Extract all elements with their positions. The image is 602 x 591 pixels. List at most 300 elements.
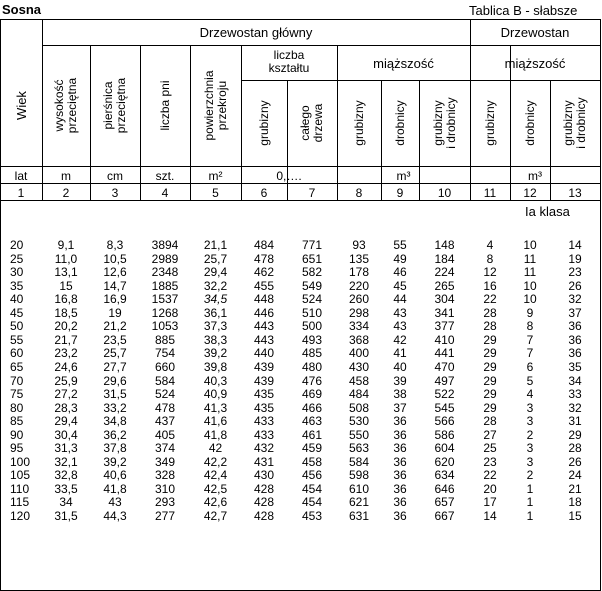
table-cell: 15 (568, 509, 582, 523)
table-cell: 36 (393, 441, 407, 456)
table-row (0, 239, 600, 252)
table-cell: 36 (568, 332, 582, 347)
table-cell: 29 (483, 359, 497, 374)
table-cell: 462 (253, 265, 275, 280)
table-cell: 8 (526, 319, 534, 334)
table-cell: 10 (523, 292, 537, 307)
column-number: 12 (523, 186, 537, 200)
table-cell: 18,5 (54, 305, 78, 320)
table-cell: 368 (348, 332, 370, 347)
table-cell: 80 (10, 400, 24, 415)
unit-cell: szt. (155, 169, 175, 183)
table-cell: 470 (434, 359, 455, 374)
table-cell: 148 (434, 238, 455, 252)
table-cell: 29,4 (54, 414, 78, 429)
table-cell: 46 (393, 265, 407, 280)
table-cell: 32,2 (203, 278, 228, 293)
table-cell: 39,2 (203, 346, 228, 361)
unit-cell: m (61, 169, 71, 183)
table-cell: 42,6 (203, 495, 228, 510)
table-cell: 36 (393, 481, 407, 496)
grid-line (419, 80, 420, 201)
table-cell: 754 (154, 346, 176, 361)
table-row (0, 496, 600, 509)
table-cell: 55 (393, 238, 407, 252)
column-header-13: grubizny i drobnicy (561, 97, 588, 149)
table-cell: 497 (434, 373, 455, 388)
table-cell: 36,1 (203, 305, 228, 320)
table-cell: 621 (348, 495, 370, 510)
table-cell: 20 (483, 481, 497, 496)
table-cell: 433 (253, 414, 275, 429)
table-row (0, 361, 600, 374)
table-cell: 15 (59, 278, 73, 293)
table-cell: 10,5 (103, 251, 127, 266)
table-cell: 584 (348, 454, 370, 469)
table-cell: 23,2 (54, 346, 78, 361)
column-header-7: całego drzewa (298, 103, 325, 143)
table-cell: 36 (393, 427, 407, 442)
table-cell: 26 (568, 278, 582, 293)
table-cell: 41,8 (203, 427, 228, 442)
group-main-header: Drzewostan główny (199, 25, 313, 40)
table-cell: 29 (568, 427, 582, 442)
table-cell: 524 (154, 387, 176, 402)
table-cell: 42,7 (203, 509, 228, 523)
table-cell: 39 (393, 373, 407, 388)
table-cell: 3 (526, 414, 534, 429)
table-cell: 10 (523, 238, 537, 252)
table-cell: 461 (301, 427, 323, 442)
table-cell: 23 (568, 265, 582, 280)
table-cell: 1053 (151, 319, 179, 334)
table-cell: 38,3 (203, 332, 228, 347)
table-cell: 5 (526, 373, 534, 388)
table-cell: 657 (434, 495, 455, 510)
table-cell: 42 (393, 332, 407, 347)
table-cell: 39,2 (103, 454, 127, 469)
table-cell: 433 (253, 427, 275, 442)
table-cell: 14 (568, 238, 582, 252)
table-cell: 42,2 (203, 454, 228, 469)
table-cell: 493 (301, 332, 323, 347)
table-cell: 298 (348, 305, 370, 320)
table-cell: 2 (526, 468, 534, 483)
table-cell: 454 (301, 481, 323, 496)
table-cell: 3 (526, 400, 534, 415)
table-cell: 3 (526, 454, 534, 469)
table-row (0, 253, 600, 266)
table-row (0, 280, 600, 293)
table-cell: 634 (434, 468, 455, 483)
table-cell: 428 (253, 495, 275, 510)
table-cell: 32 (568, 292, 582, 307)
table-row (0, 347, 600, 360)
table-cell: 484 (253, 238, 275, 252)
table-cell: 42,4 (203, 468, 228, 483)
table-cell: 604 (434, 441, 455, 456)
table-cell: 667 (434, 509, 455, 523)
table-cell: 38 (393, 387, 407, 402)
table-cell: 29 (483, 400, 497, 415)
column-header-10: grubizny i drobnicy (430, 97, 458, 149)
table-cell: 17 (483, 495, 497, 510)
table-cell: 25,7 (103, 346, 127, 361)
table-cell: 349 (154, 454, 176, 469)
table-row (0, 456, 600, 469)
table-row (0, 402, 600, 415)
table-cell: 12,6 (103, 265, 127, 280)
table-cell: 30 (10, 265, 24, 280)
table-cell: 458 (348, 373, 370, 388)
table-cell: 586 (434, 427, 455, 442)
table-cell: 7 (526, 346, 534, 361)
column-number: 8 (355, 186, 363, 200)
table-cell: 439 (253, 359, 275, 374)
table-cell: 443 (253, 319, 275, 334)
table-cell: 549 (301, 278, 323, 293)
table-cell: 27 (483, 427, 497, 442)
table-cell: 35 (568, 359, 582, 374)
table-cell: 49 (393, 251, 407, 266)
table-cell: 1537 (151, 292, 179, 307)
table-cell: 31,3 (54, 441, 78, 456)
column-number: 10 (437, 186, 452, 200)
column-header-11: grubizny (482, 100, 497, 146)
table-cell: 178 (348, 265, 370, 280)
table-cell: 29,4 (203, 265, 228, 280)
table-cell: 37,8 (103, 441, 127, 456)
table-cell: 90 (10, 427, 24, 442)
table-cell: 328 (154, 468, 176, 483)
table-cell: 25 (483, 441, 497, 456)
table-cell: 11 (523, 265, 537, 280)
table-cell: 41,6 (203, 414, 228, 429)
table-cell: 304 (434, 292, 455, 307)
table-cell: 37 (393, 400, 407, 415)
column-number: 5 (212, 186, 219, 200)
table-cell: 75 (10, 387, 24, 402)
grid-line (0, 19, 601, 20)
table-cell: 550 (348, 427, 370, 442)
table-cell: 33,5 (54, 481, 78, 496)
table-cell: 13,1 (54, 265, 78, 280)
table-cell: 23 (483, 454, 497, 469)
table-cell: 4 (486, 238, 494, 252)
table-cell: 28 (483, 319, 497, 334)
table-cell: 36 (393, 495, 407, 510)
table-cell: 484 (348, 387, 370, 402)
table-cell: 651 (301, 251, 323, 266)
table-cell: 11,0 (54, 251, 78, 266)
table-cell: 6 (526, 359, 534, 374)
unit-cell: m² (208, 169, 223, 183)
unit-cell: lat (14, 169, 28, 183)
table-cell: 65 (10, 359, 24, 374)
table-cell: 293 (154, 495, 176, 510)
table-cell: 40,3 (203, 373, 228, 388)
table-cell: 441 (434, 346, 455, 361)
table-cell: 10 (523, 278, 537, 293)
column-number: 1 (17, 186, 25, 200)
column-number: 3 (111, 186, 119, 200)
table-cell: 453 (301, 509, 323, 523)
table-cell: 2348 (151, 265, 179, 280)
table-cell: 37,3 (203, 319, 228, 334)
table-cell: 184 (434, 251, 455, 266)
table-cell: 36 (568, 346, 582, 361)
table-cell: 443 (253, 332, 275, 347)
table-cell: 36 (393, 414, 407, 429)
table-cell: 27,2 (54, 387, 78, 402)
table-cell: 16 (483, 278, 497, 293)
table-row (0, 415, 600, 428)
table-cell: 598 (348, 468, 370, 483)
table-row (0, 469, 600, 482)
table-cell: 45 (393, 278, 407, 293)
table-cell: 610 (348, 481, 370, 496)
table-cell: 9 (526, 305, 534, 320)
column-header-6: grubizny (256, 100, 271, 146)
table-cell: 31 (568, 414, 582, 429)
table-cell: 14 (483, 509, 497, 523)
table-cell: 469 (301, 387, 323, 402)
table-cell: 105 (10, 468, 31, 483)
column-header-4: liczba pni (157, 80, 172, 131)
table-cell: 620 (434, 454, 455, 469)
table-cell: 42 (208, 441, 223, 456)
table-cell: 1268 (151, 305, 179, 320)
table-row (0, 442, 600, 455)
table-row (0, 320, 600, 333)
table-cell: 545 (434, 400, 455, 415)
table-cell: 44 (393, 292, 407, 307)
table-cell: 70 (10, 373, 24, 388)
table-cell: 34 (59, 495, 73, 510)
column-number: 4 (161, 186, 169, 200)
table-cell: 31,5 (54, 509, 78, 523)
unit-cell: cm (107, 169, 123, 183)
table-cell: 36 (393, 468, 407, 483)
table-cell: 631 (348, 509, 370, 523)
table-cell: 21,1 (203, 238, 228, 252)
table-cell: 40 (393, 359, 407, 374)
table-cell: 582 (301, 265, 323, 280)
grid-line (241, 80, 601, 81)
table-cell: 260 (348, 292, 370, 307)
column-number: 6 (260, 186, 268, 200)
table-cell: 476 (301, 373, 323, 388)
table-cell: 16,9 (103, 292, 127, 307)
table-cell: 21,2 (103, 319, 127, 334)
table-cell: 377 (434, 319, 455, 334)
table-cell: 40,6 (103, 468, 127, 483)
table-cell: 32,8 (54, 468, 78, 483)
table-cell: 35 (10, 278, 24, 293)
table-row (0, 429, 600, 442)
table-cell: 41,8 (103, 481, 127, 496)
table-cell: 456 (301, 468, 323, 483)
table-cell: 120 (10, 509, 31, 523)
table-cell: 454 (301, 495, 323, 510)
table-cell: 435 (253, 387, 275, 402)
table-cell: 28 (568, 441, 582, 456)
page-title: Sosna (2, 2, 42, 17)
table-cell: 265 (434, 278, 455, 293)
table-cell: 1 (526, 509, 534, 523)
column-number: 13 (568, 186, 582, 200)
table-cell: 29,6 (103, 373, 127, 388)
table-cell: 3894 (151, 238, 179, 252)
table-cell: 9,1 (57, 238, 75, 252)
table-cell: 95 (10, 441, 24, 456)
table-cell: 60 (10, 346, 24, 361)
table-cell: 42,5 (203, 481, 228, 496)
table-cell: 8,3 (106, 238, 124, 252)
table-cell: 23,5 (103, 332, 127, 347)
table-cell: 563 (348, 441, 370, 456)
table-cell: 428 (253, 509, 275, 523)
table-cell: 32 (568, 400, 582, 415)
table-cell: 24,6 (54, 359, 78, 374)
table-cell: 36,2 (103, 427, 127, 442)
grid-line (550, 80, 551, 201)
table-cell: 2 (526, 427, 534, 442)
table-cell: 374 (154, 441, 176, 456)
table-cell: 466 (301, 400, 323, 415)
table-cell: 93 (352, 238, 366, 252)
table-row (0, 510, 600, 523)
table-cell: 463 (301, 414, 323, 429)
table-cell: 41,3 (203, 400, 228, 415)
table-cell: 22 (483, 468, 497, 483)
unit-cell: m³ (528, 169, 542, 183)
unit-cell: m³ (396, 169, 411, 183)
subgroup-volume-main: miąższość (373, 56, 434, 71)
table-cell: 3 (526, 441, 534, 456)
table-cell: 7 (526, 332, 534, 347)
table-cell: 522 (434, 387, 455, 402)
table-cell: 428 (253, 481, 275, 496)
table-cell: 455 (253, 278, 275, 293)
column-header-2: wysokość przeciętna (52, 77, 79, 134)
column-header-12: drobnicy (522, 100, 537, 146)
table-cell: 224 (434, 265, 455, 280)
table-cell: 459 (301, 441, 323, 456)
subgroup-volume-total: miąższość (504, 56, 566, 71)
table-cell: 25 (10, 251, 24, 266)
table-cell: 25,7 (203, 251, 228, 266)
table-cell: 437 (154, 414, 176, 429)
table-cell: 480 (301, 359, 323, 374)
column-number: 7 (308, 186, 316, 200)
table-cell: 14,7 (103, 278, 127, 293)
table-cell: 1 (526, 481, 534, 496)
table-cell: 28,3 (54, 400, 78, 415)
table-cell: 100 (10, 454, 31, 469)
table-cell: 430 (253, 468, 275, 483)
table-cell: 29 (483, 346, 497, 361)
table-cell: 22 (483, 292, 497, 307)
unit-cell: 0,…. (276, 169, 302, 183)
table-cell: 32,1 (54, 454, 78, 469)
table-cell: 1 (526, 495, 534, 510)
table-cell: 220 (348, 278, 370, 293)
table-cell: 50 (10, 319, 24, 334)
table-cell: 43 (393, 319, 407, 334)
table-cell: 4 (526, 387, 534, 402)
grid-line (381, 80, 382, 201)
column-number: 11 (483, 186, 497, 200)
table-cell: 34 (568, 373, 582, 388)
table-cell: 33,2 (103, 400, 127, 415)
table-row (0, 293, 600, 306)
table-cell: 660 (154, 359, 176, 374)
table-cell: 405 (154, 427, 176, 442)
table-cell: 334 (348, 319, 370, 334)
column-number: 9 (396, 186, 404, 200)
table-cell: 85 (10, 414, 24, 429)
class-label: Ia klasa (525, 204, 570, 219)
table-cell: 458 (301, 454, 323, 469)
table-cell: 19 (108, 305, 122, 320)
table-cell: 44,3 (103, 509, 127, 523)
table-cell: 40,9 (203, 387, 228, 402)
table-cell: 29 (483, 332, 497, 347)
table-cell: 55 (10, 332, 24, 347)
table-cell: 110 (10, 481, 30, 496)
table-row (0, 307, 600, 320)
table-cell: 37 (568, 305, 582, 320)
table-cell: 432 (253, 441, 275, 456)
grid-line (600, 19, 601, 591)
table-cell: 310 (154, 481, 176, 496)
table-cell: 21,7 (54, 332, 78, 347)
table-cell: 34,5 (203, 292, 228, 307)
table-cell: 28 (483, 414, 497, 429)
table-row (0, 483, 600, 496)
column-header-5: powierzchnia przekroju (201, 70, 229, 141)
table-cell: 18 (568, 495, 582, 510)
table-cell: 431 (253, 454, 275, 469)
table-cell: 440 (253, 346, 275, 361)
table-cell: 34,8 (103, 414, 127, 429)
table-row (0, 375, 600, 388)
column-header-3: pierśnica przeciętna (101, 77, 128, 134)
table-cell: 430 (348, 359, 370, 374)
table-cell: 566 (434, 414, 455, 429)
table-cell: 885 (154, 332, 176, 347)
table-cell: 478 (154, 400, 176, 415)
table-cell: 646 (434, 481, 455, 496)
table-cell: 24 (568, 468, 582, 483)
table-cell: 1885 (151, 278, 179, 293)
table-cell: 31,5 (103, 387, 127, 402)
table-cell: 26 (568, 454, 582, 469)
table-cell: 115 (10, 495, 30, 510)
table-cell: 36 (393, 454, 407, 469)
table-cell: 410 (434, 332, 455, 347)
table-cell: 41 (393, 346, 407, 361)
table-cell: 11 (523, 251, 537, 266)
table-cell: 446 (253, 305, 275, 320)
table-cell: 39,8 (203, 359, 228, 374)
table-cell: 27,7 (103, 359, 127, 374)
table-cell: 19 (568, 251, 582, 266)
table-cell: 500 (301, 319, 323, 334)
table-cell: 36 (393, 509, 407, 523)
table-row (0, 388, 600, 401)
